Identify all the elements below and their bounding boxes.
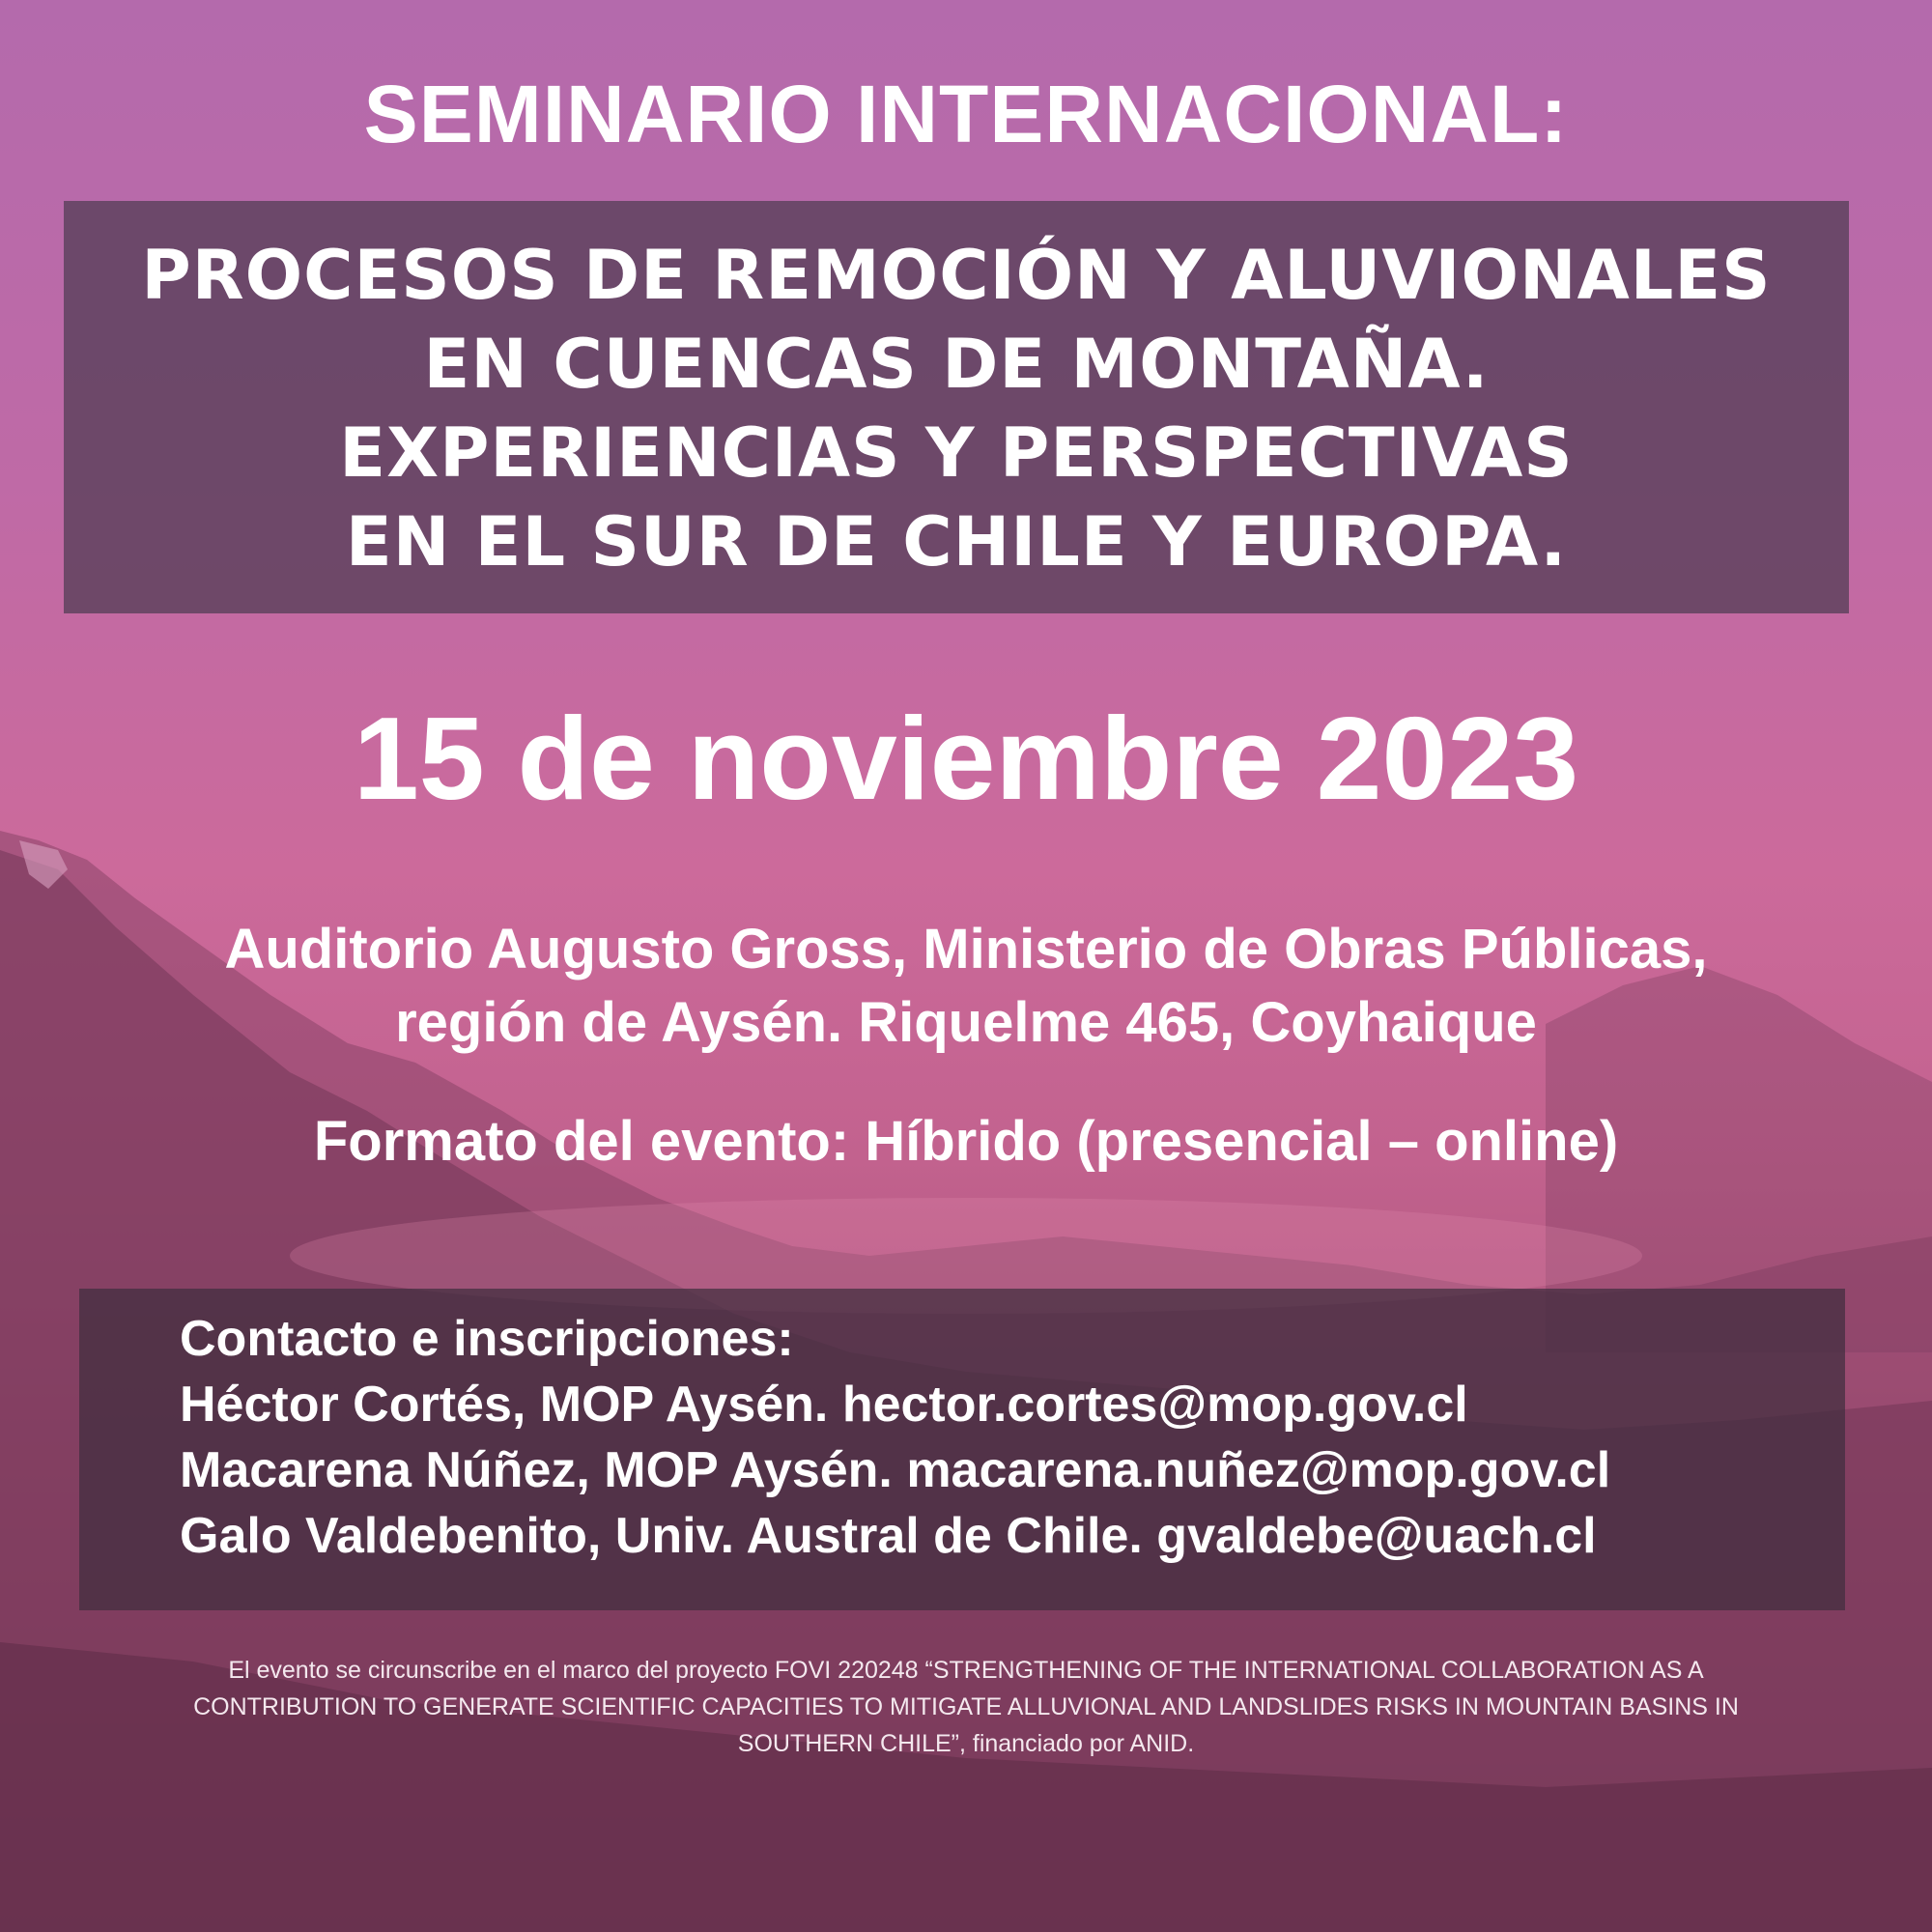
venue-line: Auditorio Augusto Gross, Ministerio de Obras Públicas, [224,918,1708,980]
funding-note-line: SOUTHERN CHILE”, financiado por ANID. [737,1730,1195,1757]
contact-heading: Contacto e inscripciones: [180,1311,794,1367]
event-venue [0,913,1932,1060]
title-line: PROCESOS DE REMOCIÓN Y ALUVIONALES [141,236,1772,315]
contact-line: Héctor Cortés, MOP Aysén. hector.cortes@mop.gov.cl [180,1377,1468,1433]
title-line: EN CUENCAS DE MONTAÑA. [423,325,1490,404]
title-line: EN EL SUR DE CHILE Y EUROPA. [345,502,1568,582]
title-panel [64,201,1849,613]
funding-note-line: CONTRIBUTION TO GENERATE SCIENTIFIC CAPACITIES TO MITIGATE ALLUVIONAL AND LANDSLIDES RISKS IN MOUNTAIN BASINS IN [193,1693,1739,1720]
contact-line: Galo Valdebenito, Univ. Austral de Chile. gvaldebe@uach.cl [180,1508,1597,1564]
event-date: 15 de noviembre 2023 [353,693,1579,824]
event-format: Formato del evento: Híbrido (presencial – online) [313,1110,1619,1173]
funding-note-line: El evento se circunscribe en el marco del proyecto FOVI 220248 “STRENGTHENING OF THE INTERNATIONAL COLLABORATION AS A [228,1657,1704,1684]
title-line: EXPERIENCIAS Y PERSPECTIVAS [339,413,1574,493]
venue-line: región de Aysén. Riquelme 465, Coyhaique [395,991,1537,1054]
funding-note [0,1652,1932,1762]
contact-line: Macarena Núñez, MOP Aysén. macarena.nuñez@mop.gov.cl [180,1442,1611,1498]
event-type-heading: SEMINARIO INTERNACIONAL: [363,69,1569,159]
contact-panel [79,1289,1845,1610]
